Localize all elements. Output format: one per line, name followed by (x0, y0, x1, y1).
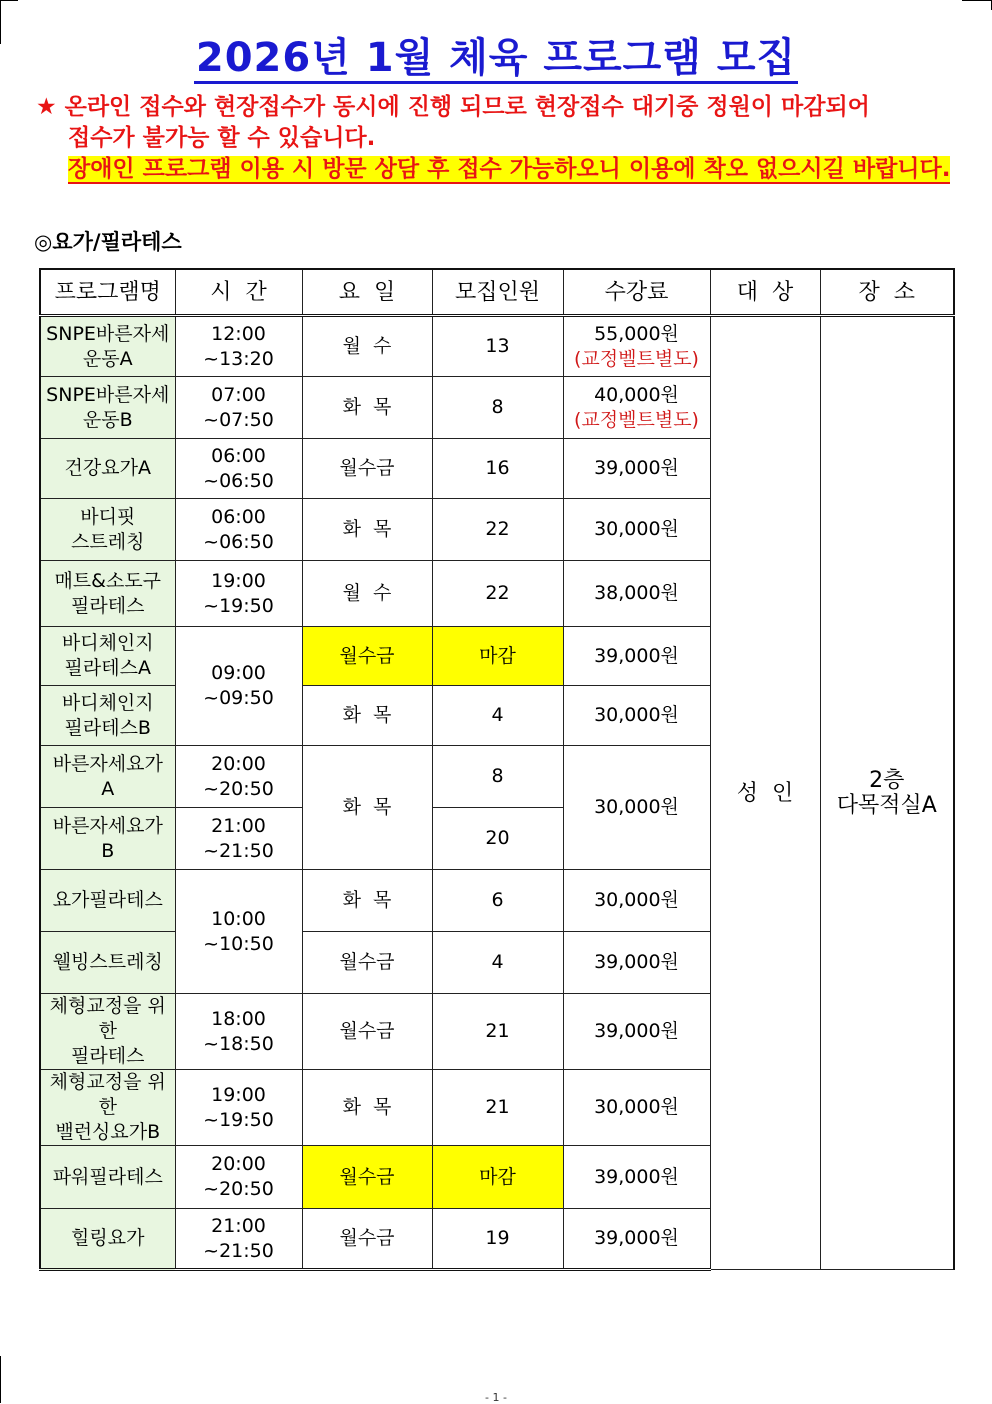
time-cell: 12:00 ~13:20 (175, 316, 302, 377)
fee-cell: 30,000원 (563, 870, 710, 932)
notice-line-2: 접수가 불가능 할 수 있습니다. (68, 125, 376, 151)
days-cell: 월수금 (302, 994, 432, 1070)
days-cell: 월수금 (302, 1146, 432, 1209)
time-cell: 19:00 ~19:50 (175, 561, 302, 627)
notice-block (36, 92, 966, 185)
program-name: SNPE바른자세 운동B (40, 377, 175, 439)
fee-cell: 30,000원 (563, 1070, 710, 1146)
page-title-text: 2026년 1월 체육 프로그램 모집 (194, 35, 798, 84)
table-row (40, 316, 954, 377)
capacity-cell: 4 (432, 686, 563, 746)
time-cell: 09:00 ~09:50 (175, 627, 302, 746)
schedule-table (39, 268, 955, 1271)
target-cell: 성 인 (710, 316, 820, 1270)
capacity-closed-badge: 마감 (432, 627, 563, 686)
notice-line-3: 장애인 프로그램 이용 시 방문 상담 후 접수 가능하오니 이용에 착오 없으시길 바랍니다. (68, 156, 951, 182)
capacity-cell: 22 (432, 499, 563, 561)
capacity-cell: 21 (432, 1070, 563, 1146)
days-cell: 화 목 (302, 1070, 432, 1146)
days-cell: 월수금 (302, 627, 432, 686)
time-cell: 20:00 ~20:50 (175, 1146, 302, 1209)
days-cell: 월 수 (302, 561, 432, 627)
header-fee: 수강료 (563, 269, 710, 316)
program-name: 바디체인지 필라테스A (40, 627, 175, 686)
fee-cell: 39,000원 (563, 439, 710, 499)
program-name: 바른자세요가 A (40, 746, 175, 808)
capacity-cell: 8 (432, 377, 563, 439)
time-cell: 07:00 ~07:50 (175, 377, 302, 439)
program-name: 매트&소도구 필라테스 (40, 561, 175, 627)
days-cell: 화 목 (302, 377, 432, 439)
capacity-cell: 20 (432, 808, 563, 870)
page-number: - 1 - (485, 1391, 507, 1404)
capacity-closed-badge: 마감 (432, 1146, 563, 1209)
capacity-cell: 4 (432, 932, 563, 994)
fee-cell: 39,000원 (563, 1209, 710, 1270)
program-name: 체형교정을 위한 밸런싱요가B (40, 1070, 175, 1146)
header-time: 시 간 (175, 269, 302, 316)
header-location: 장 소 (820, 269, 954, 316)
days-cell: 화 목 (302, 746, 432, 870)
capacity-cell: 8 (432, 746, 563, 808)
time-cell: 21:00 ~21:50 (175, 808, 302, 870)
header-target: 대 상 (710, 269, 820, 316)
days-cell: 월수금 (302, 1209, 432, 1270)
capacity-cell: 22 (432, 561, 563, 627)
fee-cell: 30,000원 (563, 686, 710, 746)
time-cell: 19:00 ~19:50 (175, 1070, 302, 1146)
fee-cell: 39,000원 (563, 994, 710, 1070)
time-cell: 06:00 ~06:50 (175, 439, 302, 499)
location-cell: 2층 다목적실A (820, 316, 954, 1270)
days-cell: 월수금 (302, 932, 432, 994)
header-days: 요 일 (302, 269, 432, 316)
header-capacity: 모집인원 (432, 269, 563, 316)
program-name: SNPE바른자세 운동A (40, 316, 175, 377)
days-cell: 화 목 (302, 499, 432, 561)
time-cell: 06:00 ~06:50 (175, 499, 302, 561)
program-name: 체형교정을 위한 필라테스 (40, 994, 175, 1070)
program-name: 바디핏 스트레칭 (40, 499, 175, 561)
time-cell: 10:00 ~10:50 (175, 870, 302, 994)
time-cell: 20:00 ~20:50 (175, 746, 302, 808)
program-name: 건강요가A (40, 439, 175, 499)
days-cell: 월수금 (302, 439, 432, 499)
fee-cell: 38,000원 (563, 561, 710, 627)
program-name: 웰빙스트레칭 (40, 932, 175, 994)
table-header-row (40, 269, 954, 316)
capacity-cell: 6 (432, 870, 563, 932)
fee-cell: 30,000원 (563, 746, 710, 870)
crop-mark-top-right-h (962, 0, 992, 1)
program-name: 파워필라테스 (40, 1146, 175, 1209)
time-cell: 18:00 ~18:50 (175, 994, 302, 1070)
header-program: 프로그램명 (40, 269, 175, 316)
fee-cell: 55,000원 (교정벨트별도) (563, 316, 710, 377)
crop-mark-top-left-h (0, 0, 18, 1)
capacity-cell: 16 (432, 439, 563, 499)
time-cell: 21:00 ~21:50 (175, 1209, 302, 1270)
page-title (0, 26, 992, 83)
program-name: 바른자세요가 B (40, 808, 175, 870)
notice-line-1: ★ 온라인 접수와 현장접수가 동시에 진행 되므로 현장접수 대기중 정원이 마감되어 (36, 94, 870, 120)
days-cell: 화 목 (302, 870, 432, 932)
fee-cell: 39,000원 (563, 627, 710, 686)
fee-cell: 30,000원 (563, 499, 710, 561)
fee-cell: 40,000원 (교정벨트별도) (563, 377, 710, 439)
capacity-cell: 21 (432, 994, 563, 1070)
days-cell: 화 목 (302, 686, 432, 746)
fee-cell: 39,000원 (563, 1146, 710, 1209)
capacity-cell: 19 (432, 1209, 563, 1270)
fee-cell: 39,000원 (563, 932, 710, 994)
days-cell: 월 수 (302, 316, 432, 377)
program-name: 요가필라테스 (40, 870, 175, 932)
section-title: ◎요가/필라테스 (34, 230, 182, 254)
capacity-cell: 13 (432, 316, 563, 377)
program-name: 힐링요가 (40, 1209, 175, 1270)
program-name: 바디체인지 필라테스B (40, 686, 175, 746)
